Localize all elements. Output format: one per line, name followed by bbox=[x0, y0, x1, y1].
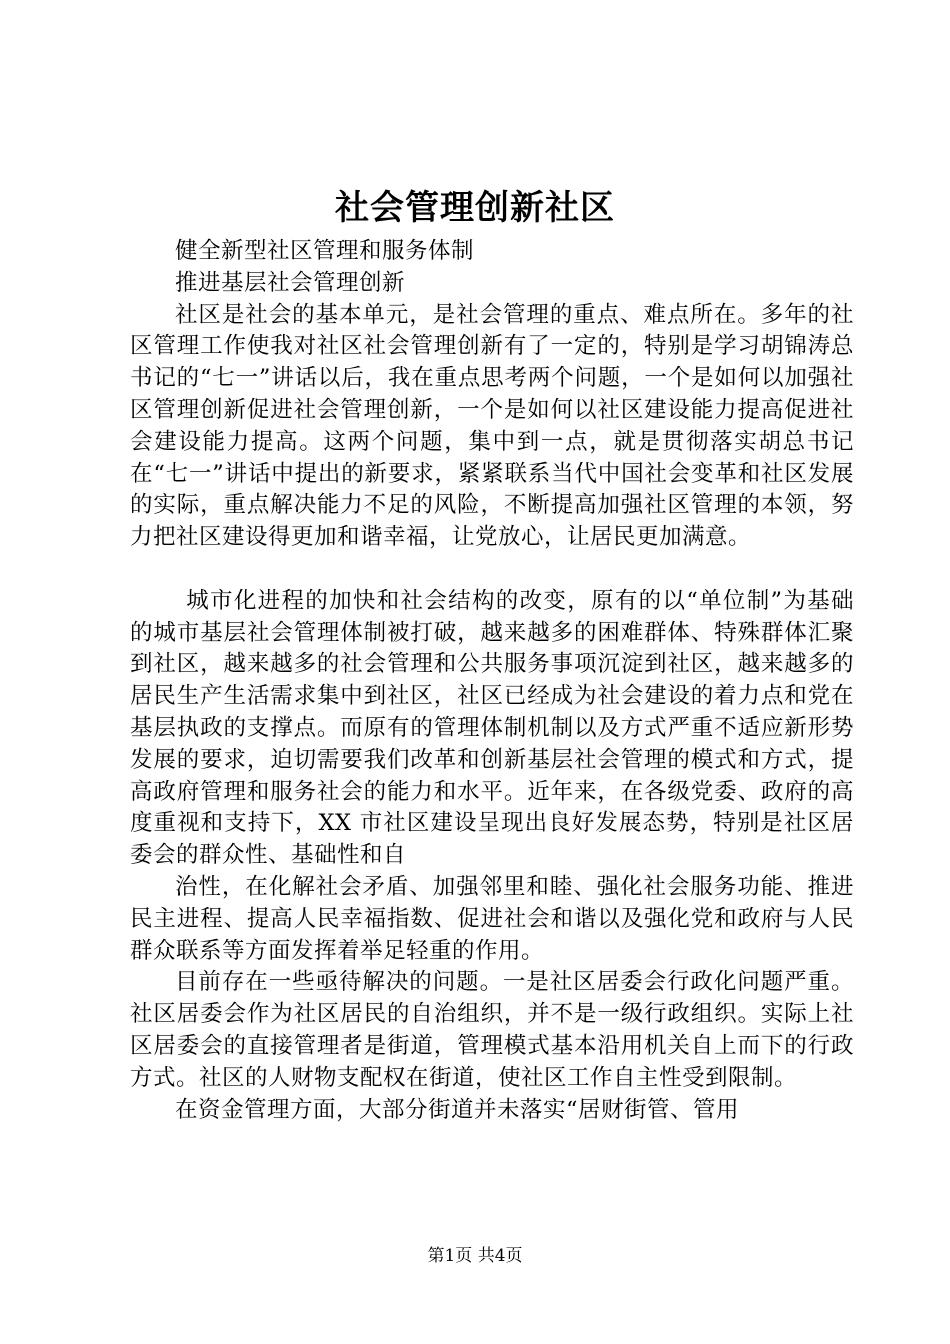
subtitle-line-2: 推进基层社会管理创新 bbox=[175, 269, 406, 296]
paragraph-autonomy: 治性，在化解社会矛盾、加强邻里和睦、强化社会服务功能、推进民主进程、提高人民幸福指数、促进社会和谐以及强化党和政府与人民群众联系等方面发挥着举足轻重的作用。 bbox=[130, 873, 854, 964]
document-body bbox=[130, 236, 854, 1126]
paragraph-intro: 社区是社会的基本单元，是社会管理的重点、难点所在。多年的社区管理工作使我对社区社会管理创新有了一定的，特别是学习胡锦涛总书记的“七一”讲话以后，我在重点思考两个问题，一个是如何以加强社区管理创新促进社会管理创新，一个是如何以社区建设能力提高促进社会建设能力提高。这两个问题，集中到一点，就是贯彻落实胡总书记在“七一”讲话中提出的新要求，紧紧联系当代中国社会变革和社区发展的实际，重点解决能力不足的风险，不断提高加强社区管理的本领，努力把社区建设得更加和谐幸福，让党放心，让居民更加满意。 bbox=[130, 301, 854, 551]
page-title: 社会管理创新社区 bbox=[335, 188, 615, 228]
subtitle-line-1: 健全新型社区管理和服务体制 bbox=[175, 238, 475, 264]
paragraph-problems: 目前存在一些亟待解决的问题。一是社区居委会行政化问题严重。社区居委会作为社区居民的自治组织，并不是一级行政组织。实际上社区居委会的直接管理者是街道，管理模式基本沿用机关自上而下的行政方式。社区的人财物支配权在街道，使社区工作自主性受到限制。 bbox=[130, 969, 854, 1091]
paragraph-spacer bbox=[130, 554, 854, 586]
page-footer: 第1页 共4页 bbox=[427, 1246, 523, 1266]
paragraph-urbanization: 城市化进程的加快和社会结构的改变，原有的以“单位制”为基础的城市基层社会管理体制被打破，越来越多的困难群体、特殊群体汇聚到社区，越来越多的社会管理和公共服务事项沉淀到社区，越来越多的居民生产生活需求集中到社区，社区已经成为社会建设的着力点和党在基层执政的支撑点。而原有的管理体制机制以及方式严重不适应新形势发展的要求，迫切需要我们改革和创新基层社会管理的模式和方式，提高政府管理和服务社会的能力和水平。近年来，在各级党委、政府的高度重视和支持下，XX 市社区建设呈现出良好发展态势，特别是社区居委会的群众性、基础性和自 bbox=[130, 587, 854, 869]
paragraph-funding: 在资金管理方面，大部分街道并未落实“居财街管、管用 bbox=[175, 1096, 740, 1123]
